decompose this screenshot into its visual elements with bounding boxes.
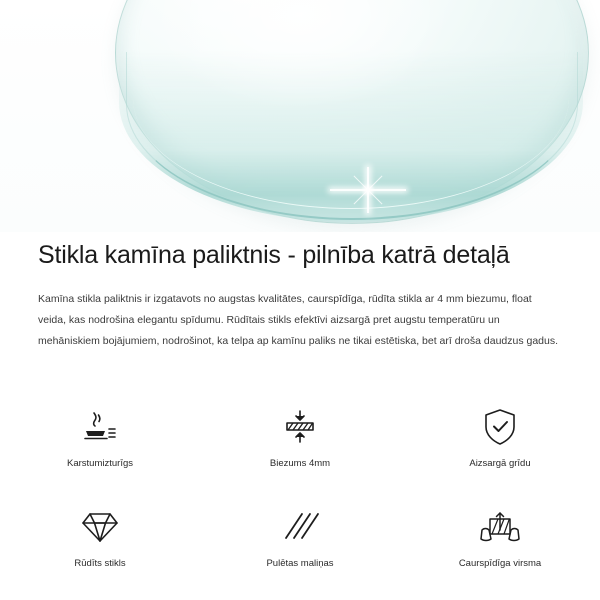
thickness-arrows-icon [277,405,323,449]
feature-item-tempered-glass [0,505,200,583]
feature-label: Biezums 4mm [269,458,331,469]
page-title: Stikla kamīna paliktnis - pilnība katrā detaļā [38,241,510,269]
feature-label: Caurspīdīga virsma [458,558,542,569]
feature-grid [0,405,600,583]
feature-label: Karstumizturīgs [67,458,133,469]
content-block [0,232,600,352]
feature-label: Aizsargā grīdu [469,458,531,469]
feature-item-floor-protection [400,405,600,483]
feature-label: Pulētas maliņas [266,558,334,569]
feature-item-transparent-surface [400,505,600,583]
diamond-icon [77,505,123,549]
description-paragraph: Kamīna stikla paliktnis ir izgatavots no augstas kvalitātes, caurspīdīga, rūdīta stikla ar 4 mm biezumu, float veida, kas nodrošina elegantu spīdumu. Rūdītais stikls efektīvi aizsargā pret augstu temperatūru un mehāniskiem bojājumiem, nodrošinot, ka telpa ap kamīnu paliks ne tikai estētiska, bet arī droša daudzus gadus. [38,293,559,347]
feature-item-thickness [200,405,400,483]
polished-edge-icon [277,505,323,549]
hero-image [0,0,600,232]
transparent-surface-icon [477,505,523,549]
sparkle-icon [330,164,406,216]
feature-item-polished-edges [200,505,400,583]
heat-resistant-icon [77,405,123,449]
feature-item-heat-resistant [0,405,200,483]
shield-check-icon [477,405,523,449]
feature-label: Rūdīts stikls [74,558,126,569]
